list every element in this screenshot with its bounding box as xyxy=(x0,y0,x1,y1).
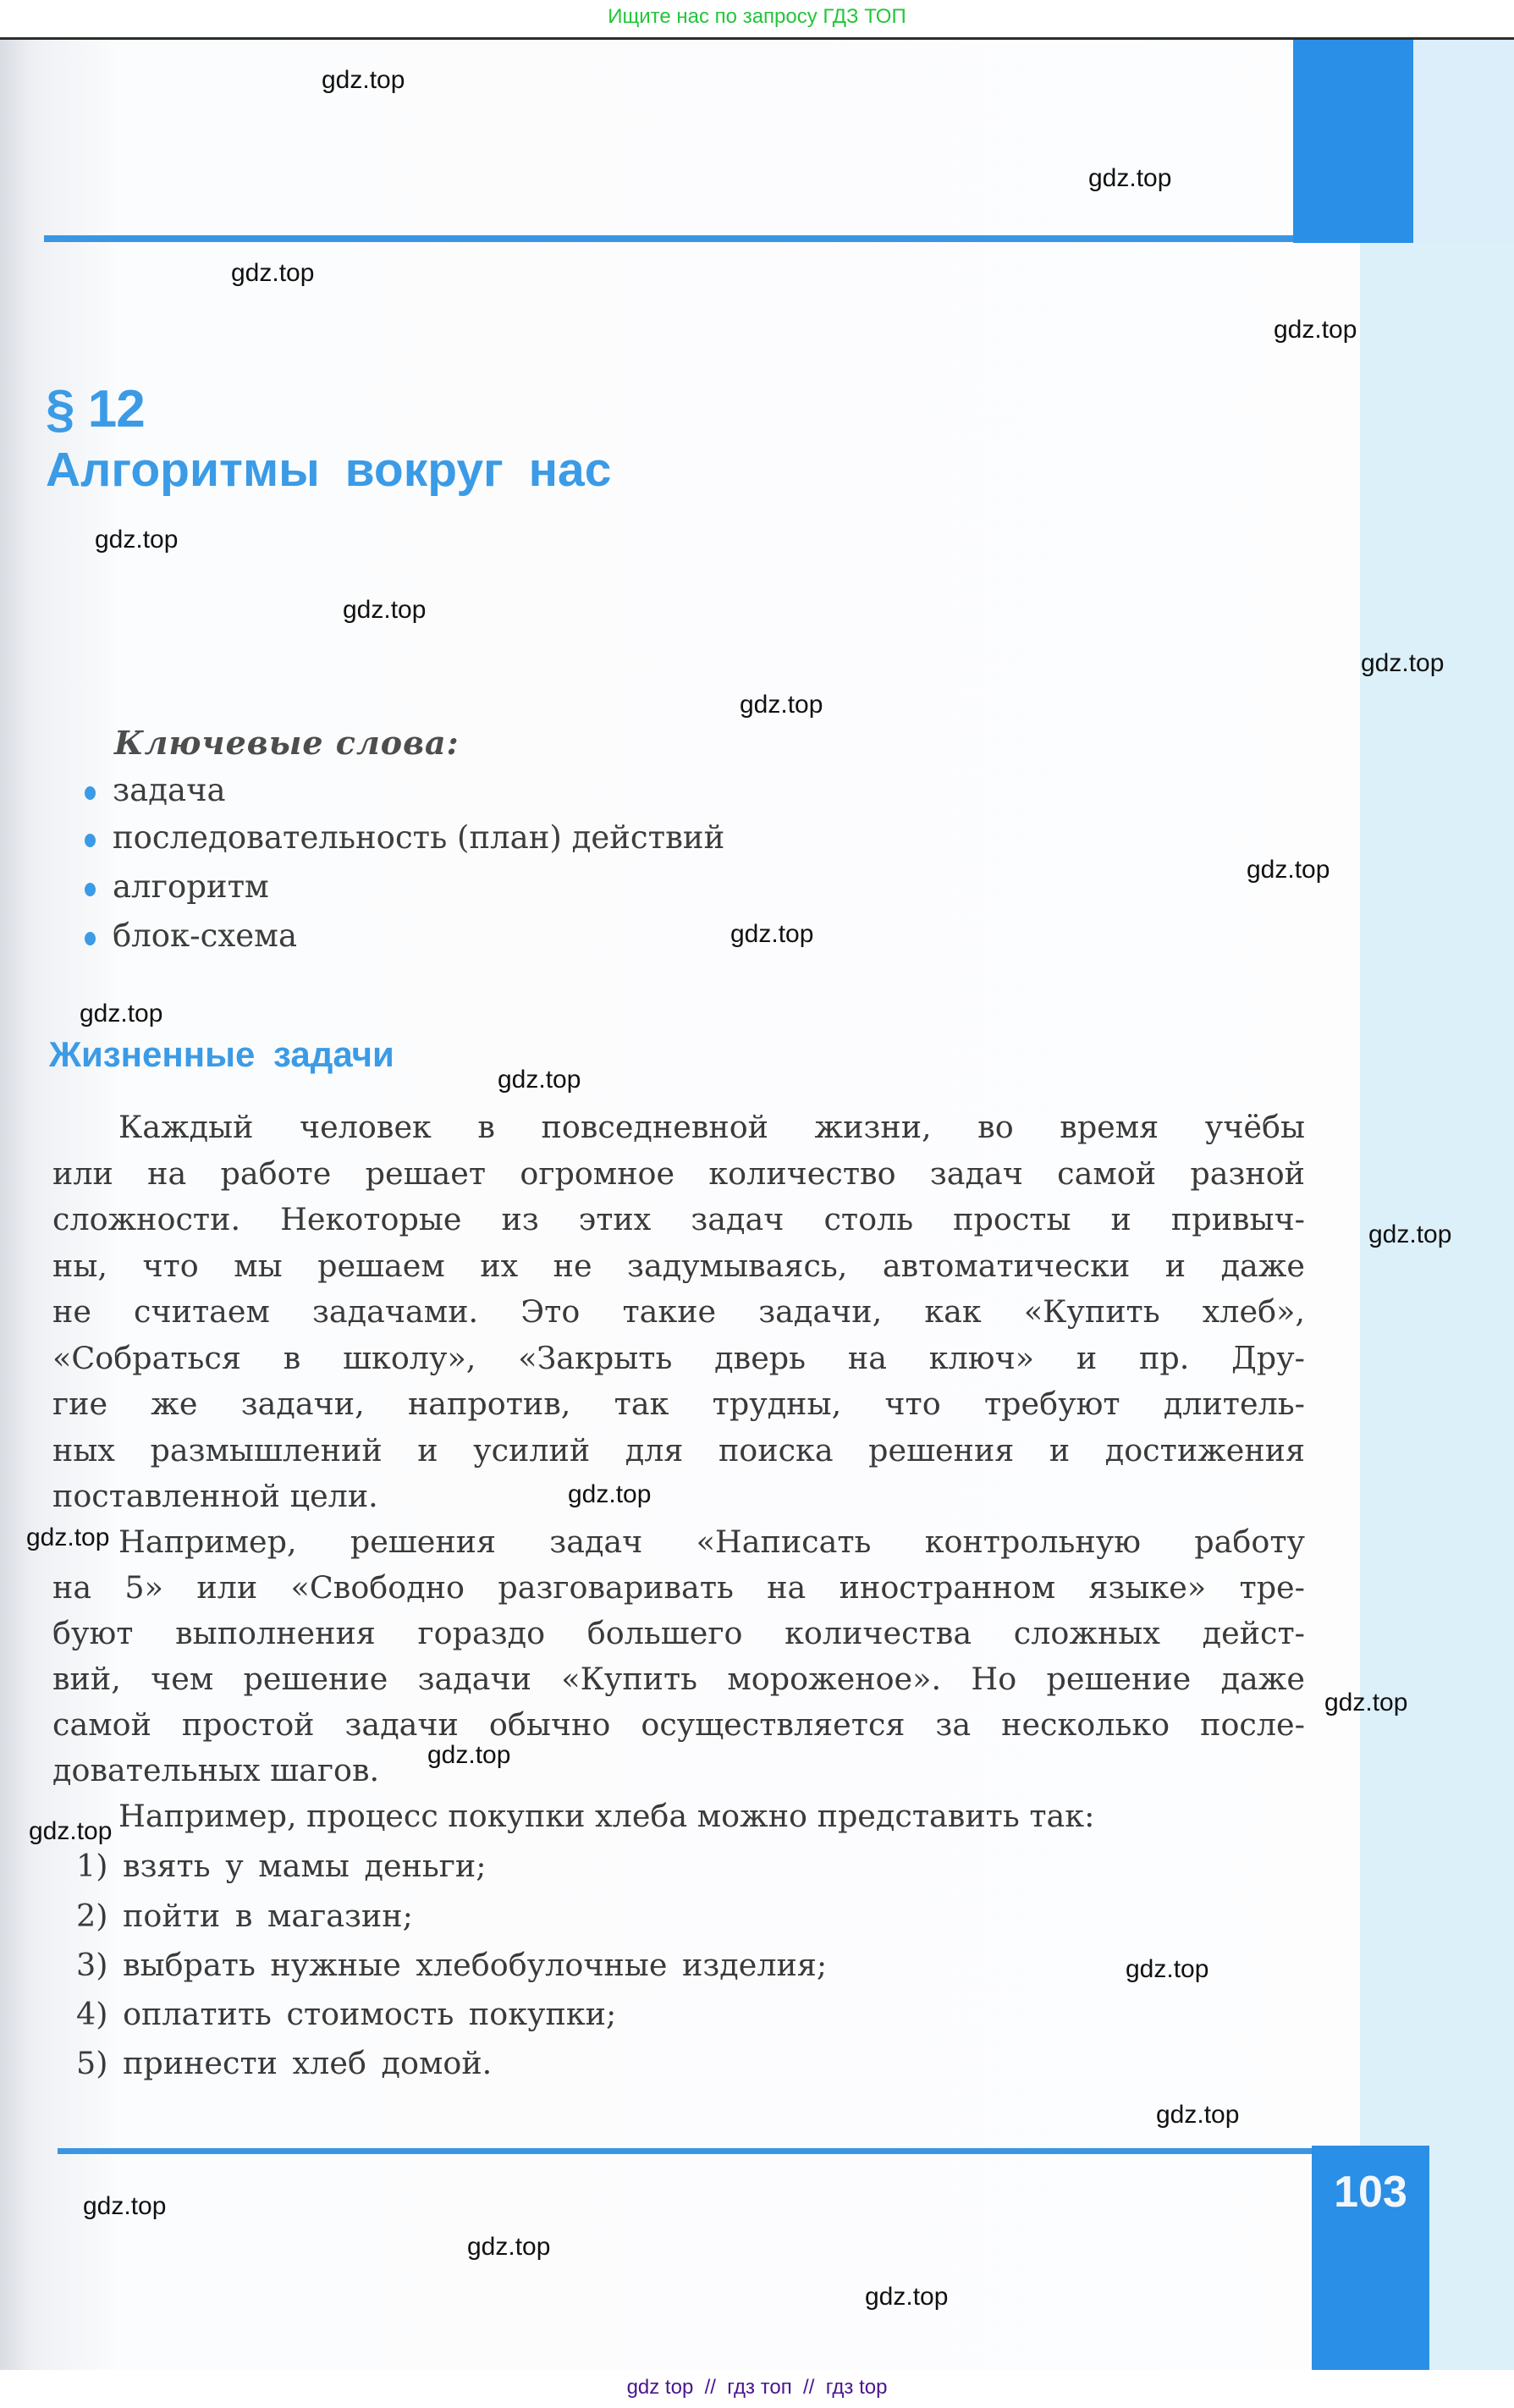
keyword-item: алгоритм xyxy=(85,868,269,905)
watermark: gdz.top xyxy=(80,1000,163,1028)
keywords-heading: Ключевые слова: xyxy=(114,724,460,762)
body-line: Например, процесс покупки хлеба можно представить так: xyxy=(118,1798,1095,1834)
bullet-icon xyxy=(85,786,96,800)
watermark: gdz.top xyxy=(427,1741,511,1769)
step-item: 1) взять у мамы деньги; xyxy=(76,1848,487,1884)
page-title: Алгоритмы вокруг нас xyxy=(46,443,612,497)
watermark: gdz.top xyxy=(1156,2101,1240,2129)
body-line: ны, что мы решаем их не задумываясь, автоматически и даже xyxy=(52,1248,1305,1284)
header-color-block xyxy=(1293,40,1413,243)
watermark: gdz.top xyxy=(29,1817,113,1845)
keyword-item: последовательность (план) действий xyxy=(85,819,724,856)
watermark: gdz.top xyxy=(1088,164,1172,192)
watermark: gdz.top xyxy=(1361,649,1445,677)
watermark: gdz.top xyxy=(1324,1689,1408,1716)
watermark: gdz.top xyxy=(865,2283,949,2311)
watermark: gdz.top xyxy=(95,526,179,554)
header-rule xyxy=(44,235,1293,242)
keyword-item: блок-схема xyxy=(85,917,297,954)
step-item: 4) оплатить стоимость покупки; xyxy=(76,1996,617,2032)
keyword-item: задача xyxy=(85,772,226,808)
page-edge-strip xyxy=(1413,40,1514,243)
page-edge-strip xyxy=(1360,243,1514,2370)
watermark: gdz.top xyxy=(343,596,427,624)
body-line: довательных шагов. xyxy=(52,1752,380,1788)
body-line: сложности. Некоторые из этих задач столь просты и привыч- xyxy=(52,1201,1305,1237)
watermark: gdz.top xyxy=(322,66,405,94)
step-item: 2) пойти в магазин; xyxy=(76,1898,413,1934)
subsection-heading: Жизненные задачи xyxy=(49,1034,394,1074)
page-number: 103 xyxy=(1334,2168,1407,2217)
watermark: gdz.top xyxy=(1274,316,1357,344)
body-line: вий, чем решение задачи «Купить мороженое». Но решение даже xyxy=(52,1661,1305,1697)
bullet-icon xyxy=(85,883,96,896)
top-banner xyxy=(0,0,1514,37)
bullet-icon xyxy=(85,932,96,945)
body-line: Например, решения задач «Написать контрольную работу xyxy=(118,1524,1305,1560)
section-number: § 12 xyxy=(46,380,145,438)
watermark: gdz.top xyxy=(231,259,315,287)
footer-text: gdz top // гдз топ // гдз top xyxy=(626,2376,888,2399)
body-line: самой простой задачи обычно осуществляется за несколько после- xyxy=(52,1706,1305,1743)
body-line: буют выполнения гораздо большего количества сложных дейст- xyxy=(52,1615,1305,1651)
watermark: gdz.top xyxy=(467,2233,551,2261)
body-line: гие же задачи, напротив, так трудны, что требуют длитель- xyxy=(52,1386,1305,1422)
watermark: gdz.top xyxy=(730,920,814,948)
body-line: «Собраться в школу», «Закрыть дверь на ключ» и пр. Дру- xyxy=(52,1340,1305,1376)
watermark: gdz.top xyxy=(1247,856,1330,884)
body-line: ных размышлений и усилий для поиска решения и достижения xyxy=(52,1432,1305,1468)
step-item: 3) выбрать нужные хлебобулочные изделия; xyxy=(76,1947,828,1983)
bullet-icon xyxy=(85,834,96,847)
step-item: 5) принести хлеб домой. xyxy=(76,2045,493,2081)
footer-rule xyxy=(58,2148,1312,2154)
footer-banner xyxy=(0,2370,1514,2408)
watermark: gdz.top xyxy=(1368,1221,1452,1248)
watermark: gdz.top xyxy=(740,691,823,719)
body-line: поставленной цели. xyxy=(52,1478,378,1514)
watermark: gdz.top xyxy=(83,2192,167,2220)
body-line: не считаем задачами. Это такие задачи, как «Купить хлеб», xyxy=(52,1293,1305,1330)
watermark: gdz.top xyxy=(498,1066,581,1094)
watermark: gdz.top xyxy=(1126,1955,1209,1983)
body-line: на 5» или «Свободно разговаривать на иностранном языке» тре- xyxy=(52,1569,1305,1606)
body-line: Каждый человек в повседневной жизни, во время учёбы xyxy=(118,1109,1305,1145)
watermark: gdz.top xyxy=(26,1524,110,1551)
watermark: gdz.top xyxy=(568,1480,652,1508)
banner-text: Ищите нас по запросу ГДЗ ТОП xyxy=(608,5,906,28)
body-line: или на работе решает огромное количество задач самой разной xyxy=(52,1155,1305,1192)
